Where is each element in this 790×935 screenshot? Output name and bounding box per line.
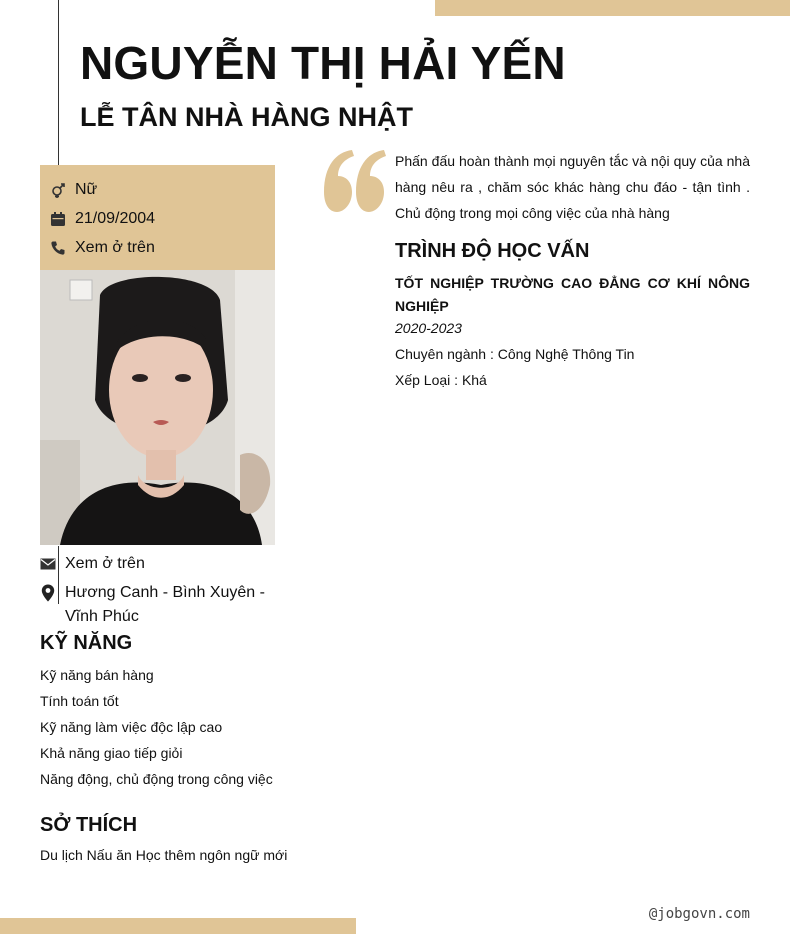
location-pin-icon (40, 581, 56, 605)
phone-row (50, 239, 155, 257)
skill-item: Kỹ năng bán hàng (40, 667, 154, 683)
candidate-name: NGUYỄN THỊ HẢI YẾN (80, 37, 566, 89)
bottom-accent-bar (0, 918, 356, 934)
skill-item: Tính toán tốt (40, 693, 119, 709)
hobbies-title: SỞ THÍCH (40, 814, 138, 836)
skill-item: Khả năng giao tiếp giỏi (40, 745, 183, 761)
career-objective: Phấn đấu hoàn thành mọi nguyên tắc và nội quy của nhà hàng nêu ra , chăm sóc khác hàng chu đáo - tận tình . Chủ động trong mọi công việc của nhà hàng (395, 153, 750, 221)
gender-icon (50, 182, 66, 198)
gender-value: Nữ (75, 181, 98, 198)
education-school: TỐT NGHIỆP TRƯỜNG CAO ĐẲNG CƠ KHÍ NÔNG NGHIỆP (395, 275, 750, 314)
profile-photo (40, 270, 275, 545)
top-accent-bar (435, 0, 790, 16)
education-major: Chuyên ngành : Công Nghệ Thông Tin (395, 346, 635, 362)
education-grade: Xếp Loại : Khá (395, 372, 487, 388)
header-divider-line (58, 0, 59, 165)
hobbies-text: Du lịch Nấu ăn Học thêm ngôn ngữ mới (40, 847, 288, 863)
email-value: Xem ở trên (65, 555, 145, 572)
phone-icon (50, 240, 66, 256)
birthday-row (50, 210, 155, 228)
education-title: TRÌNH ĐỘ HỌC VẤN (395, 240, 590, 262)
email-row (40, 552, 145, 576)
phone-value: Xem ở trên (75, 239, 155, 256)
skill-item: Năng động, chủ động trong công việc (40, 771, 273, 787)
quote-icon (322, 146, 388, 221)
birthday-value: 21/09/2004 (75, 210, 156, 227)
skills-list (40, 665, 273, 795)
address-value: Hương Canh - Bình Xuyên - Vĩnh Phúc (65, 584, 265, 625)
education-years: 2020-2023 (395, 320, 462, 336)
watermark: @jobgovn.com (648, 906, 750, 922)
address-row (40, 581, 275, 629)
job-title: LỄ TÂN NHÀ HÀNG NHẬT (80, 102, 413, 132)
skills-title: KỸ NĂNG (40, 632, 133, 654)
skill-item: Kỹ năng làm việc độc lập cao (40, 719, 223, 735)
envelope-icon (40, 552, 56, 576)
calendar-icon (50, 211, 66, 227)
personal-info-box (40, 165, 275, 270)
gender-row (50, 181, 97, 199)
